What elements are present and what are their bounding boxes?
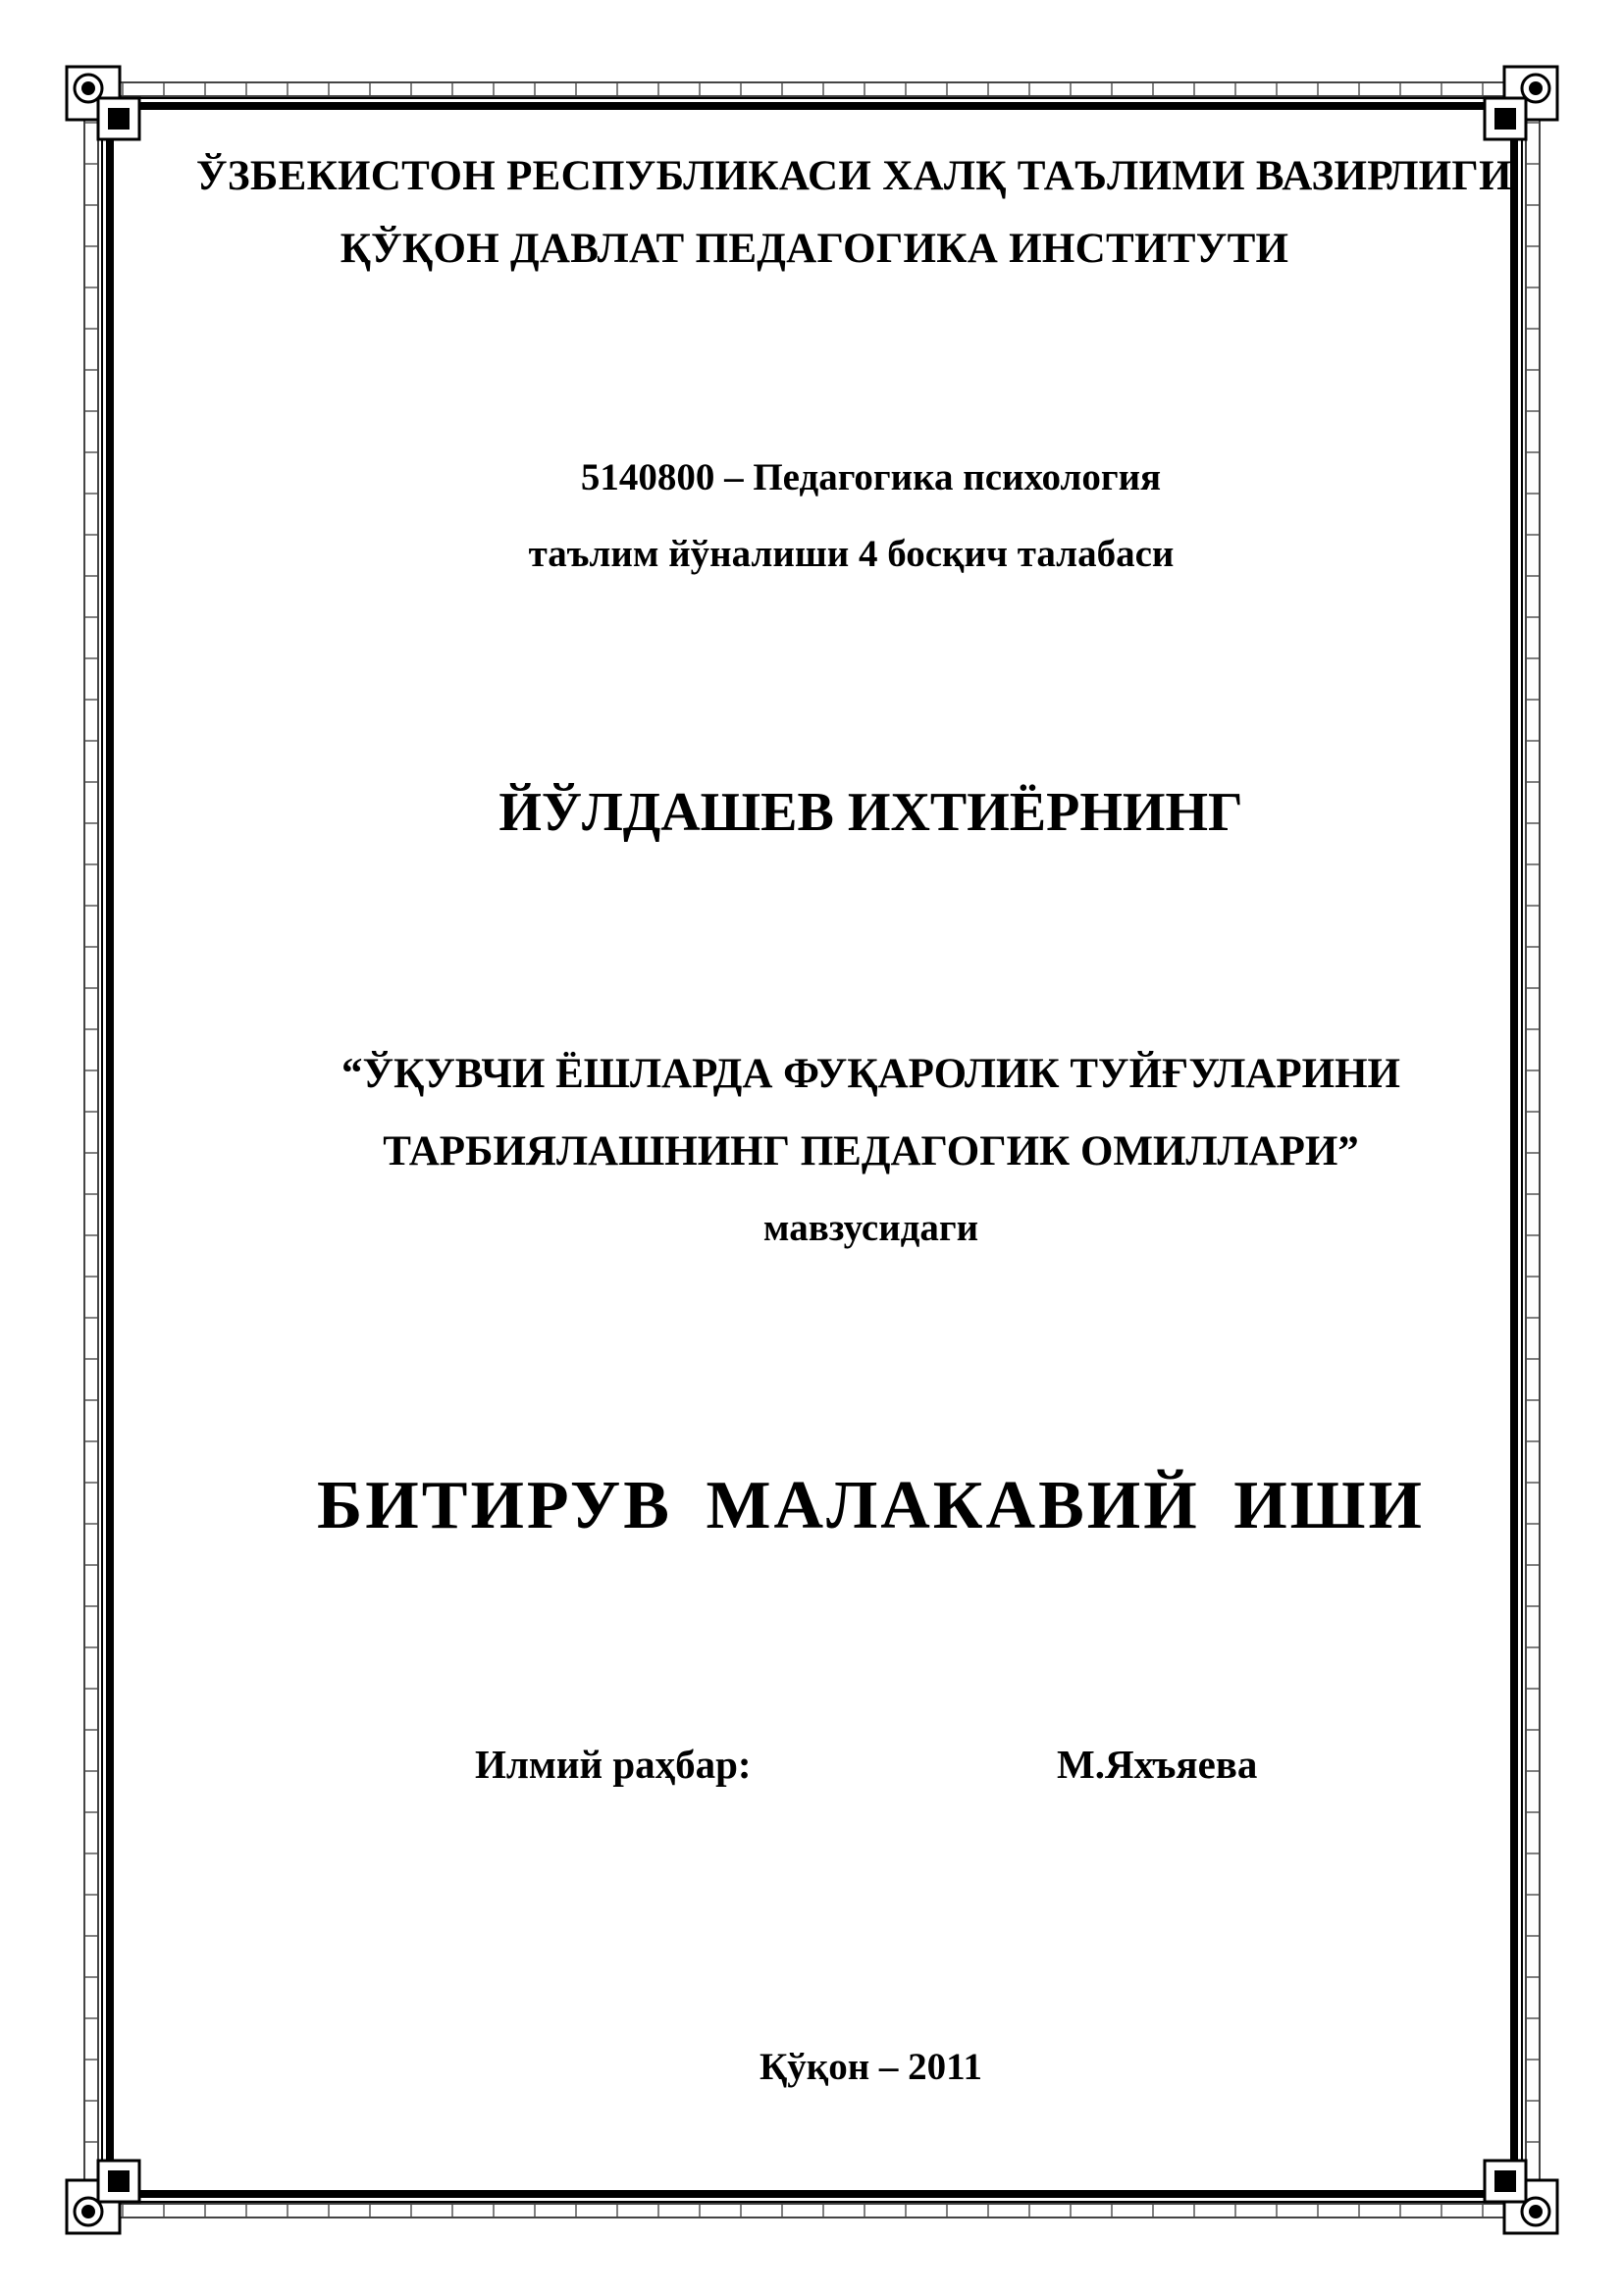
institute-heading: ҚЎҚОН ДАВЛАТ ПЕДАГОГИКА ИНСТИТУТИ — [340, 226, 1289, 272]
program-direction: 5140800 – Педагогика психология — [580, 456, 1162, 498]
corner-ornament-bottom-right — [1485, 2161, 1557, 2233]
supervisor-label: Илмий раҳбар: — [475, 1742, 752, 1787]
ministry-heading: ЎЗБЕКИСТОН РЕСПУБЛИКАСИ ХАЛҚ ТАЪЛИМИ ВАЗИРЛИГИ — [196, 153, 1512, 199]
topic-line-3: мавзусидаги — [762, 1207, 979, 1249]
corner-ornament-top-left — [67, 67, 139, 139]
supervisor-name: М.Яхъяева — [1057, 1742, 1258, 1787]
city-year: Қўқон – 2011 — [759, 2046, 983, 2088]
student-name: ЙЎЛДАШЕВ ИХТИЁРНИНГ — [498, 782, 1243, 843]
corner-ornament-bottom-left — [67, 2161, 139, 2233]
program-course: таълим йўналиши 4 босқич талабаси — [528, 533, 1175, 575]
topic-line-2: ТАРБИЯЛАШНИНГ ПЕДАГОГИК ОМИЛЛАРИ” — [383, 1128, 1359, 1174]
topic-line-1: “ЎҚУВЧИ ЁШЛАРДА ФУҚАРОЛИК ТУЙҒУЛАРИНИ — [341, 1051, 1400, 1097]
work-type-title: БИТИРУВ МАЛАКАВИЙ ИШИ — [317, 1468, 1425, 1543]
corner-ornament-top-right — [1485, 67, 1557, 139]
